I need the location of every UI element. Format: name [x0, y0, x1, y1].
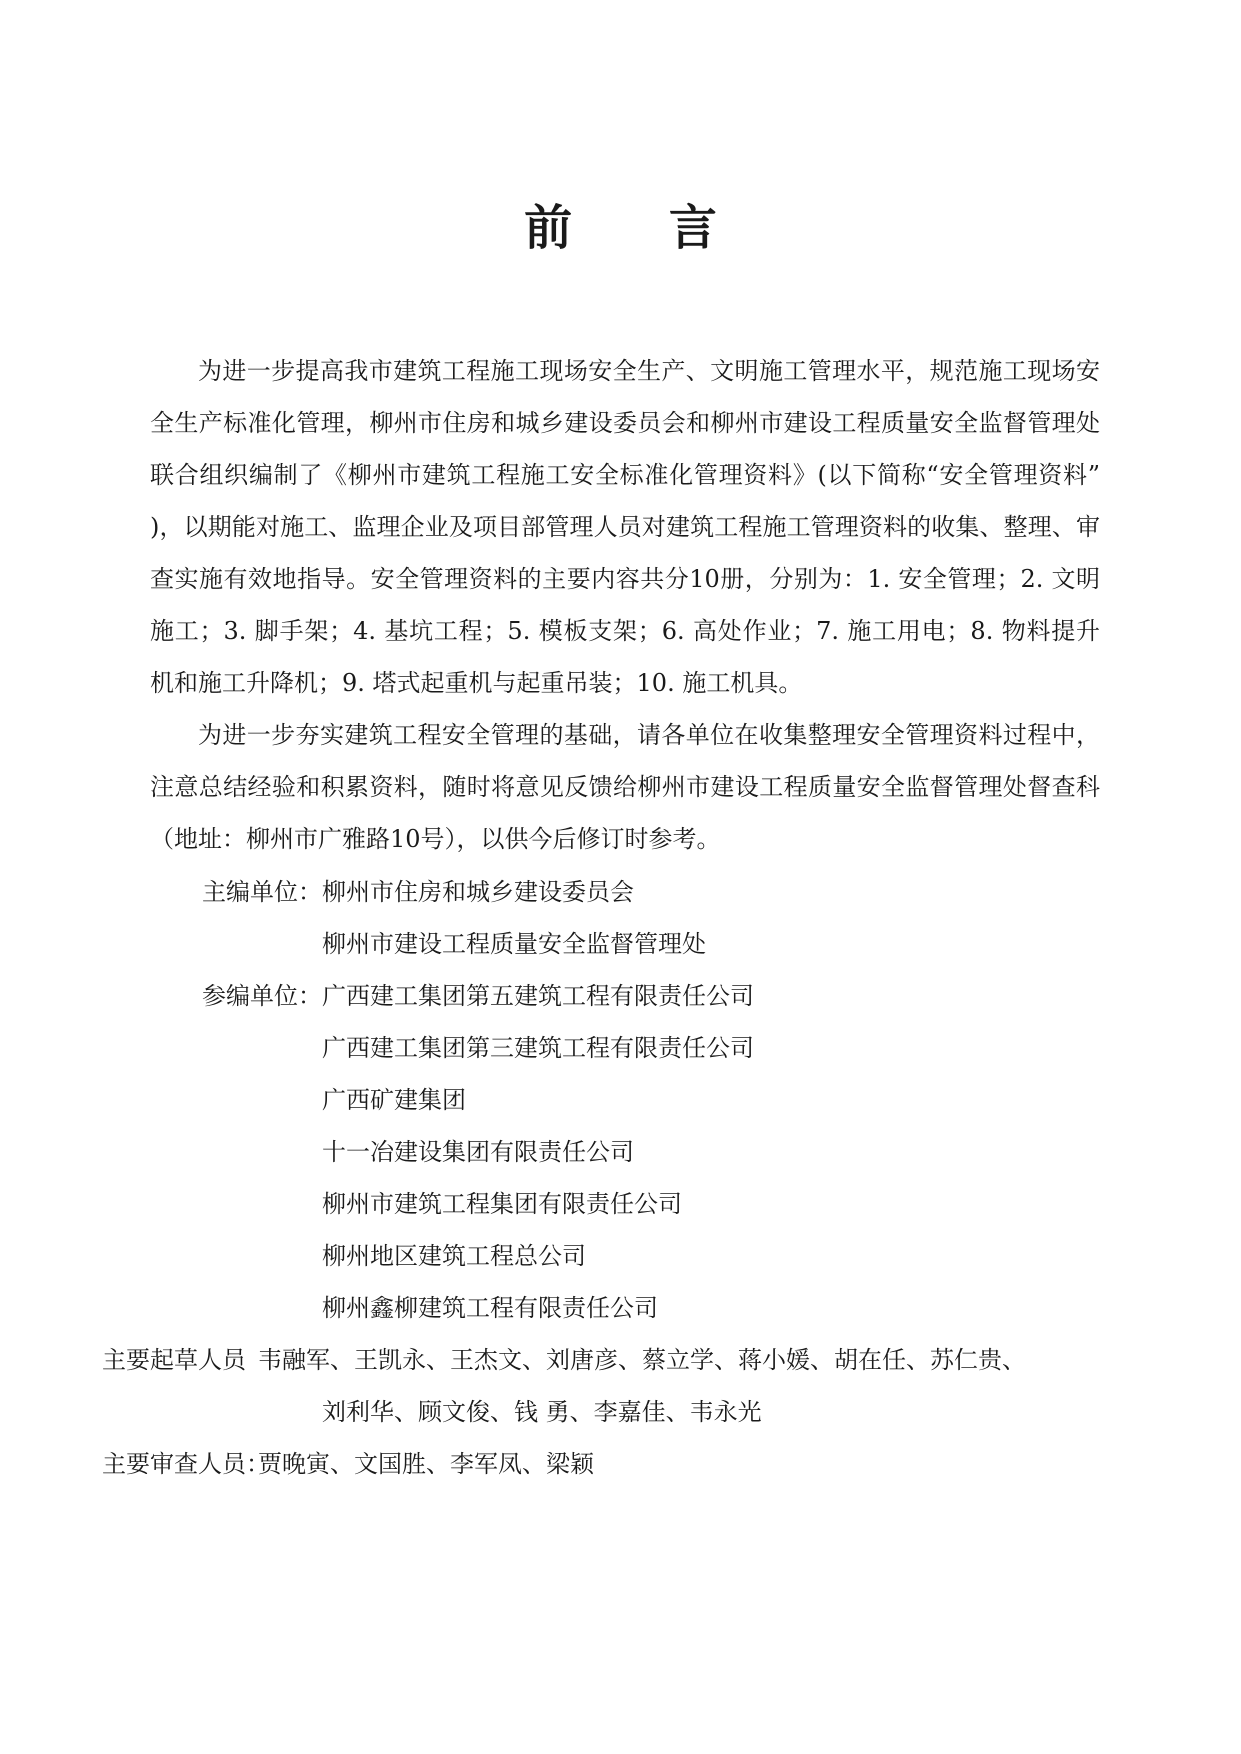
reviewer-label: 主要审查人员： — [102, 1450, 270, 1478]
preface-body — [150, 345, 1100, 865]
chief-editor-label: 主编单位： — [202, 878, 322, 906]
participant-item: 广西建工集团第五建筑工程有限责任公司 — [322, 982, 754, 1010]
participant-item: 十一冶建设集团有限责任公司 — [322, 1138, 634, 1166]
chief-editor-row — [150, 918, 1110, 970]
participant-row — [150, 1178, 1110, 1230]
reviewer-row — [102, 1438, 1110, 1490]
chief-editor-item: 柳州市住房和城乡建设委员会 — [322, 878, 634, 906]
participant-row — [150, 1230, 1110, 1282]
paragraph-2: 为进一步夯实建筑工程安全管理的基础，请各单位在收集整理安全管理资料过程中，注意总结经验和积累资料，随时将意见反馈给柳州市建设工程质量安全监督管理处督查科（地址：柳州市广雅路10号），以供今后修订时参考。 — [150, 721, 1100, 853]
participant-row — [150, 1282, 1110, 1334]
participant-label: 参编单位： — [202, 982, 322, 1010]
drafter-label: 主要起草人员 — [102, 1346, 246, 1374]
credits-section — [102, 866, 1110, 1490]
reviewer-names: 贾晚寅、文国胜、李军凤、梁颖 — [258, 1450, 594, 1478]
drafter-names: 韦融军、王凯永、王杰文、刘唐彦、蔡立学、蒋小媛、胡在任、苏仁贵、 — [258, 1346, 1026, 1374]
drafter-row — [150, 1386, 1110, 1438]
drafter-row — [102, 1334, 1110, 1386]
page-title: 前 言 — [524, 200, 757, 256]
participant-row — [150, 1022, 1110, 1074]
participant-row — [150, 970, 1110, 1022]
participant-row — [150, 1074, 1110, 1126]
participant-item: 柳州地区建筑工程总公司 — [322, 1242, 586, 1270]
participant-row — [150, 1126, 1110, 1178]
paragraph-1: 为进一步提高我市建筑工程施工现场安全生产、文明施工管理水平，规范施工现场安全生产标准化管理，柳州市住房和城乡建设委员会和柳州市建设工程质量安全监督管理处联合组织编制了《柳州市建筑工程施工安全标准化管理资料》(以下简称“安全管理资料” )，以期能对施工、监理企业及项目部管理人员对建筑工程施工管理资料的收集、整理、审查实施有效地指导。安全管理资料的主要内容共分10册，分别为：1. 安全管理；2. 文明施工；3. 脚手架；4. 基坑工程；5. 模板支架；6. 高处作业；7. 施工用电；8. 物料提升机和施工升降机；9. 塔式起重机与起重吊装；10. 施工机具。 — [150, 357, 1100, 697]
chief-editor-row — [150, 866, 1110, 918]
participant-item: 柳州鑫柳建筑工程有限责任公司 — [322, 1294, 658, 1322]
drafter-names: 刘利华、顾文俊、钱 勇、李嘉佳、韦永光 — [322, 1398, 762, 1426]
chief-editor-item: 柳州市建设工程质量安全监督管理处 — [322, 930, 706, 958]
participant-item: 广西矿建集团 — [322, 1086, 466, 1114]
participant-item: 广西建工集团第三建筑工程有限责任公司 — [322, 1034, 754, 1062]
participant-item: 柳州市建筑工程集团有限责任公司 — [322, 1190, 682, 1218]
